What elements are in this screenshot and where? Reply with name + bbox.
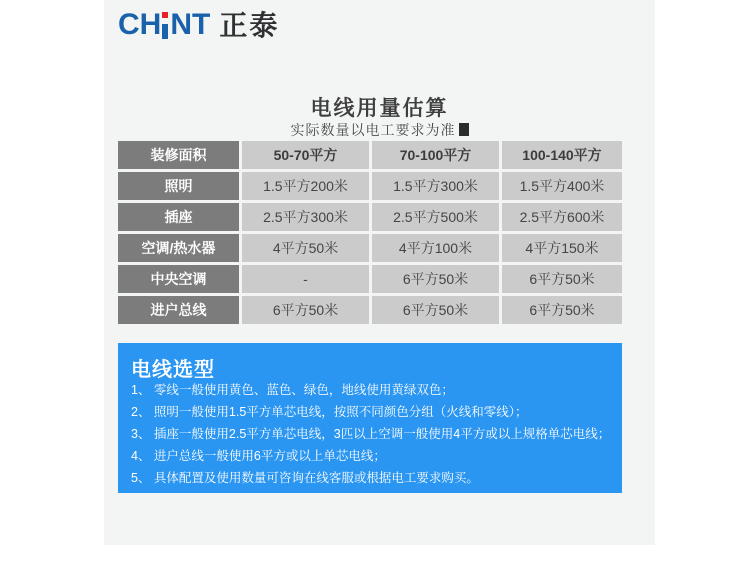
logo-red-dot-icon [162,12,168,18]
table-cell: 6平方50米 [372,265,499,293]
table-cell: 1.5平方300米 [372,172,499,200]
content-card [104,0,655,545]
table-header-area: 装修面积 [118,141,239,169]
chint-logo [118,10,279,40]
table-cell: 6平方50米 [242,296,369,324]
page-subtitle [104,120,655,140]
logo-text-right: NT [170,8,211,41]
table-cell: 1.5平方400米 [502,172,622,200]
note-item: 2、 照明一般使用1.5平方单芯电线，按照不同颜色分组（火线和零线）； [131,405,528,419]
table-cell: 2.5平方500米 [372,203,499,231]
table-cell: 1.5平方200米 [242,172,369,200]
table-cell: 4平方50米 [242,234,369,262]
chint-logo-wordmark [118,10,210,40]
table-cell: - [242,265,369,293]
wire-selection-list [131,384,614,494]
chint-logo-chinese: 正泰 [219,10,280,41]
note-item: 1、 零线一般使用黄色、蓝色、绿色，地线使用黄绿双色； [131,383,454,397]
page-subtitle-text: 实际数量以电工要求为准 [290,122,456,138]
wire-selection-title: 电线选型 [131,359,215,381]
table-cell: 6平方50米 [502,296,622,324]
row-label-lighting: 照明 [118,172,239,200]
logo-text-left: CH [118,8,162,41]
note-item: 3、 插座一般使用2.5平方单芯电线，3匹以上空调一般使用4平方或以上规格单芯电线； [131,427,611,441]
page-title: 电线用量估算 [310,97,449,120]
missing-glyph-box [459,123,469,136]
row-label-main-line: 进户总线 [118,296,239,324]
logo-i-glyph [162,10,169,40]
table-header-50-70: 50-70平方 [242,141,369,169]
table-header-70-100: 70-100平方 [372,141,499,169]
logo-i-stem [162,24,168,39]
note-item: 4、 进户总线一般使用6平方或以上单芯电线； [131,449,386,463]
table-cell: 6平方50米 [372,296,499,324]
table-cell: 4平方150米 [502,234,622,262]
note-item: 5、 具体配置及使用数量可咨询在线客服或根据电工要求购买。 [131,471,479,485]
table-cell: 6平方50米 [502,265,622,293]
row-label-ac-heater: 空调/热水器 [118,234,239,262]
table-cell: 2.5平方300米 [242,203,369,231]
wire-selection-panel [118,343,622,493]
row-label-socket: 插座 [118,203,239,231]
table-header-100-140: 100-140平方 [502,141,622,169]
table-cell: 4平方100米 [372,234,499,262]
wire-usage-table [118,141,622,324]
table-cell: 2.5平方600米 [502,203,622,231]
row-label-central-ac: 中央空调 [118,265,239,293]
